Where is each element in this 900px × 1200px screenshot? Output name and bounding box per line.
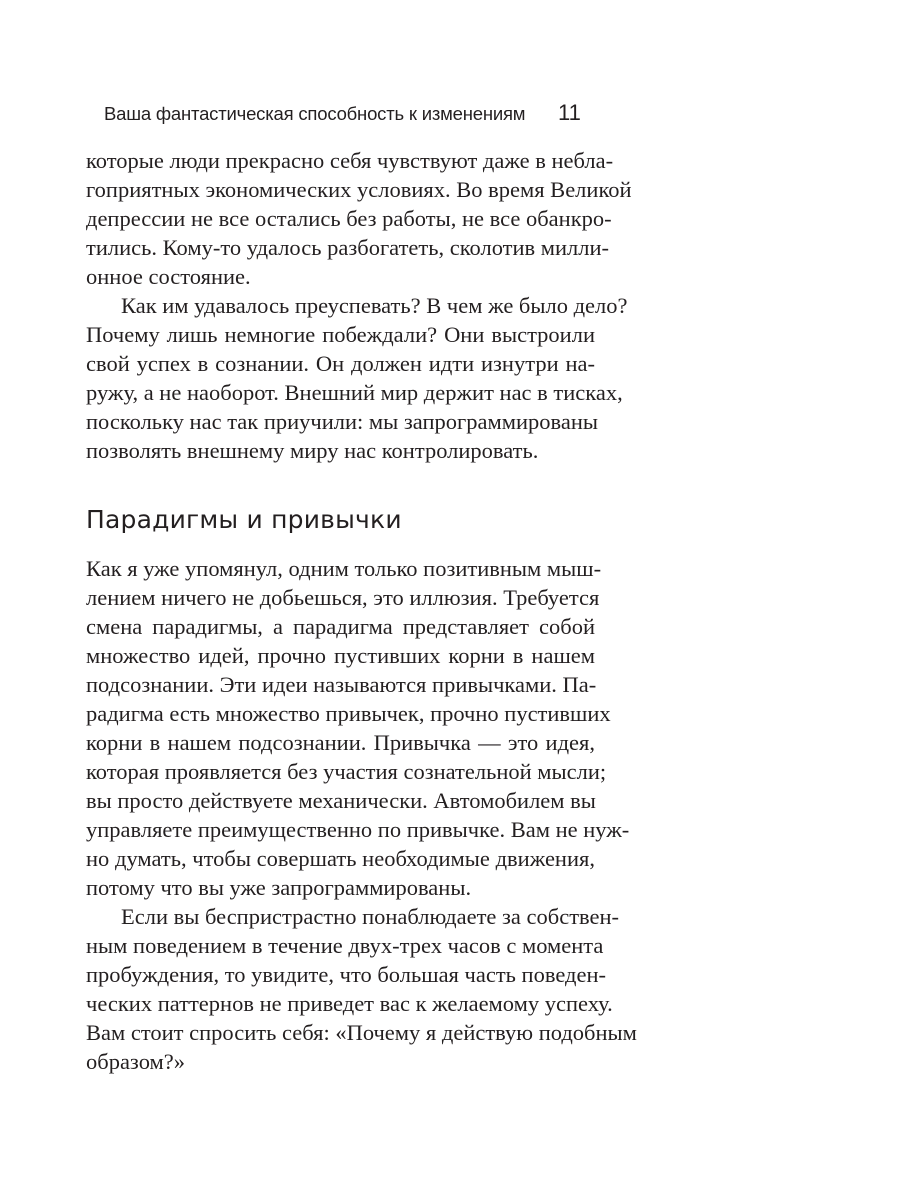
text-line: поскольку нас так приучили: мы запрограммированы <box>86 409 598 434</box>
text-line: Как им удавалось преуспевать? В чем же было дело? <box>121 293 628 318</box>
text-line: ружу, а не наоборот. Внешний мир держит нас в тисках, <box>86 380 623 405</box>
text-line: смена парадигмы, а парадигма представляет собой <box>86 614 595 639</box>
text-line: вы просто действуете механически. Автомобилем вы <box>86 788 596 813</box>
text-line: Почему лишь немногие побеждали? Они выстроили <box>86 322 595 347</box>
text-line: депрессии не все остались без работы, не все обанкро- <box>86 206 612 231</box>
text-line: множество идей, прочно пустивших корни в нашем <box>86 643 595 668</box>
text-line: управляете преимущественно по привычке. Вам не нуж- <box>86 817 630 842</box>
text-line: которая проявляется без участия сознательной мысли; <box>86 759 607 784</box>
text-line: ческих паттернов не приведет вас к желаемому успеху. <box>86 991 613 1016</box>
text-line: тились. Кому-то удалось разбогатеть, сколотив милли- <box>86 235 610 260</box>
text-line: гоприятных экономических условиях. Во время Великой <box>86 177 632 202</box>
text-line: позволять внешнему миру нас контролировать. <box>86 438 539 463</box>
text-line: образом?» <box>86 1049 185 1074</box>
text-line: подсознании. Эти идеи называются привычками. Па- <box>86 672 597 697</box>
text-line: Как я уже упомянул, одним только позитивным мыш- <box>86 556 602 581</box>
text-line: онное состояние. <box>86 264 251 289</box>
text-line: лением ничего не добьешься, это иллюзия. Требуется <box>86 585 600 610</box>
running-header-title: Ваша фантастическая способность к изменениям <box>104 103 526 124</box>
text-line: радигма есть множество привычек, прочно пустивших <box>86 701 611 726</box>
text-line: потому что вы уже запрограммированы. <box>86 875 472 900</box>
text-line: Вам стоит спросить себя: «Почему я действую подобным <box>86 1020 637 1045</box>
text-line: корни в нашем подсознании. Привычка — это идея, <box>86 730 595 755</box>
text-line: которые люди прекрасно себя чувствуют даже в небла- <box>86 148 614 173</box>
text-line: свой успех в сознании. Он должен идти изнутри на- <box>86 351 595 376</box>
text-line: пробуждения, то увидите, что большая часть поведен- <box>86 962 606 987</box>
text-line: Если вы беспристрастно понаблюдаете за собствен- <box>121 904 620 929</box>
section-heading: Парадигмы и привычки <box>86 505 402 534</box>
page-number: 11 <box>558 100 581 125</box>
text-line: но думать, чтобы совершать необходимые движения, <box>86 846 595 871</box>
text-line: ным поведением в течение двух-трех часов с момента <box>86 933 604 958</box>
